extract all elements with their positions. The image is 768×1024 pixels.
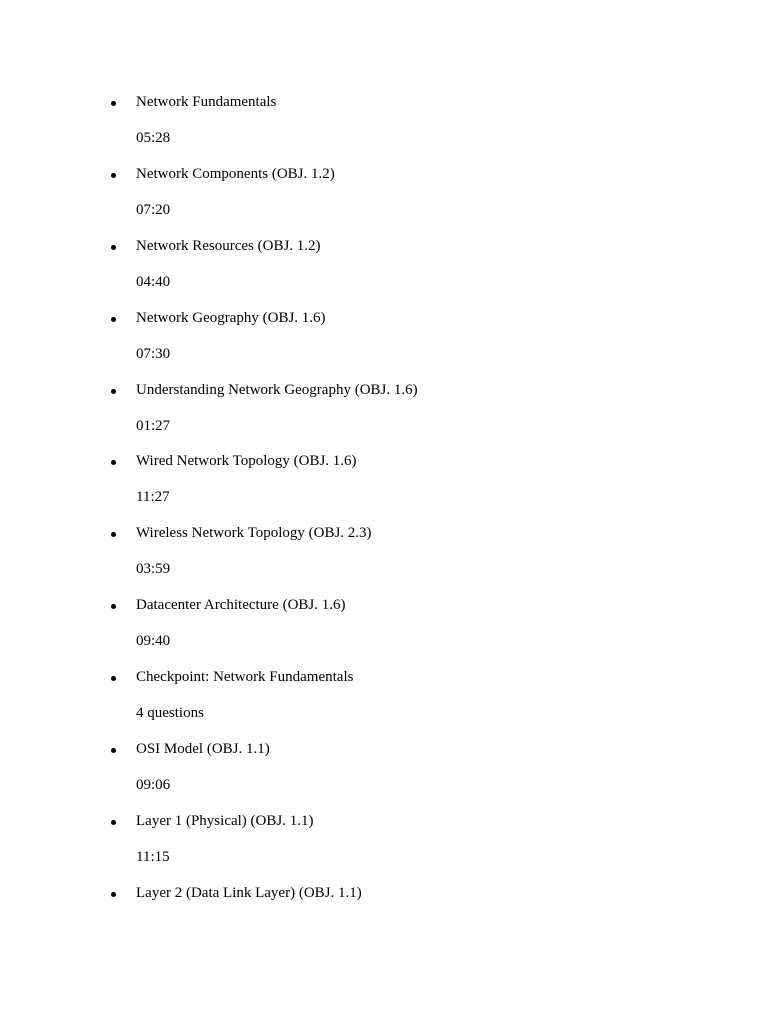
bullet-icon xyxy=(111,820,116,825)
list-item xyxy=(0,595,768,667)
bullet-icon xyxy=(111,460,116,465)
lesson-title: Network Fundamentals xyxy=(136,94,277,110)
bullet-icon xyxy=(111,892,116,897)
list-item xyxy=(0,164,768,236)
lesson-title: Network Resources (OBJ. 1.2) xyxy=(136,237,321,254)
bullet-icon xyxy=(111,317,116,322)
lesson-duration: 11:27 xyxy=(136,489,170,506)
lesson-duration: 03:59 xyxy=(136,561,171,578)
lesson-duration: 01:27 xyxy=(136,417,171,434)
lesson-list xyxy=(0,92,768,955)
lesson-title: Network Geography (OBJ. 1.6) xyxy=(136,309,326,326)
bullet-icon xyxy=(111,173,116,178)
lesson-title: Datacenter Architecture (OBJ. 1.6) xyxy=(136,597,346,614)
lesson-title: Network Components (OBJ. 1.2) xyxy=(136,165,335,182)
list-item xyxy=(0,739,768,811)
lesson-duration: 04:40 xyxy=(136,273,171,290)
lesson-duration: 07:30 xyxy=(136,345,171,362)
lesson-title: Checkpoint: Network Fundamentals xyxy=(136,669,354,686)
list-item xyxy=(0,667,768,739)
lesson-title: Wireless Network Topology (OBJ. 2.3) xyxy=(136,525,372,542)
lesson-duration: 09:40 xyxy=(136,633,171,650)
list-item xyxy=(0,380,768,452)
lesson-duration: 05:28 xyxy=(136,130,171,146)
list-item xyxy=(0,308,768,380)
list-item xyxy=(0,451,768,523)
list-item xyxy=(0,883,768,955)
bullet-icon xyxy=(111,604,116,609)
bullet-icon xyxy=(111,245,116,250)
list-item xyxy=(0,811,768,883)
bullet-icon xyxy=(111,532,116,537)
bullet-icon xyxy=(111,676,116,681)
lesson-title: Layer 2 (Data Link Layer) (OBJ. 1.1) xyxy=(136,884,362,901)
lesson-title: Layer 1 (Physical) (OBJ. 1.1) xyxy=(136,812,314,829)
lesson-duration: 09:06 xyxy=(136,777,171,794)
lesson-title: Understanding Network Geography (OBJ. 1.6) xyxy=(136,381,418,398)
lesson-duration: 11:15 xyxy=(136,848,170,865)
list-item xyxy=(0,236,768,308)
question-count: 4 questions xyxy=(136,705,204,722)
lesson-title: Wired Network Topology (OBJ. 1.6) xyxy=(136,453,357,470)
bullet-icon xyxy=(111,748,116,753)
list-item xyxy=(0,92,768,164)
list-item xyxy=(0,523,768,595)
lesson-title: OSI Model (OBJ. 1.1) xyxy=(136,741,270,758)
bullet-icon xyxy=(111,101,116,106)
lesson-duration: 07:20 xyxy=(136,201,171,218)
bullet-icon xyxy=(111,389,116,394)
